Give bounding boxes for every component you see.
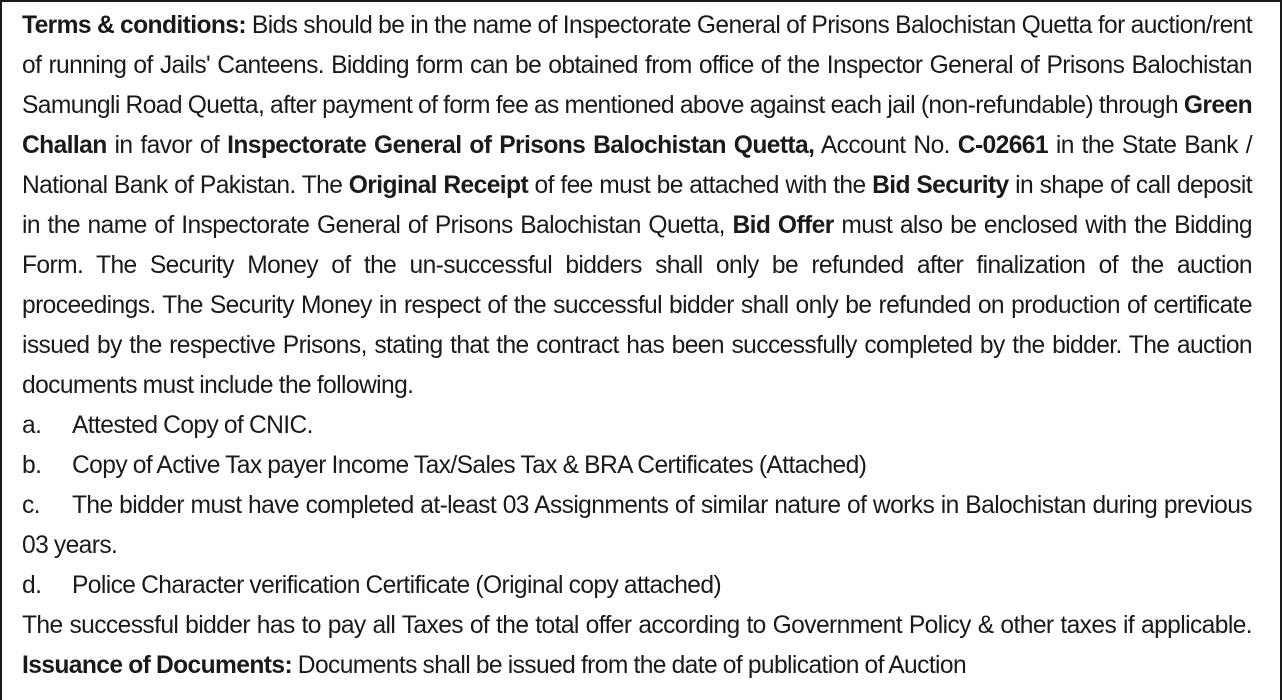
list-item-text: The bidder must have completed at-least 03 Assignments of similar nature of works in Balochistan during previous 03 years.	[22, 492, 1252, 559]
closing-text-1: The successful bidder has to pay all Taxes of the total offer according to Government Policy & other taxes if applicable.	[22, 612, 1252, 639]
list-item	[22, 486, 1252, 566]
terms-text-3: Account No.	[814, 132, 958, 159]
closing-paragraph	[22, 606, 1252, 686]
green-challan-label: Green Challan	[22, 92, 1252, 159]
terms-text-5: of fee must be attached with the	[528, 172, 873, 199]
bid-security-label: Bid Security	[872, 172, 1009, 199]
original-receipt-label: Original Receipt	[348, 172, 529, 199]
terms-text-7: must also be enclosed with the Bidding Form. The Security Money of the un-successful bidders shall only be refunded after finalization of the auction proceedings. The Security Money in respect of the successful bidder shall only be refunded on production of certificate issued by the respective Prisons, stating that the contract has been successfully completed by the bidder. The auction documents must include the following.	[22, 212, 1252, 399]
bid-offer-label: Bid Offer	[732, 212, 834, 239]
list-item-text: Attested Copy of CNIC.	[72, 412, 313, 439]
list-item	[22, 446, 1252, 486]
list-item	[22, 566, 1252, 606]
list-item	[22, 406, 1252, 446]
terms-heading: Terms & conditions:	[22, 12, 246, 39]
terms-text-6: in shape of call deposit in the name of Inspectorate General of Prisons Balochistan Quetta,	[22, 172, 1252, 239]
list-item-text: Copy of Active Tax payer Income Tax/Sales Tax & BRA Certificates (Attached)	[72, 452, 867, 479]
list-marker: b.	[22, 452, 42, 479]
inspectorate-name: Inspectorate General of Prisons Balochistan Quetta,	[227, 132, 815, 159]
terms-text-4: in the State Bank / National Bank of Pakistan. The	[22, 132, 1253, 199]
list-marker: d.	[22, 572, 42, 599]
account-number: C-02661	[957, 132, 1048, 159]
terms-text-2: in favor of	[106, 132, 228, 159]
terms-paragraph	[22, 6, 1252, 406]
list-item-text: Police Character verification Certificate (Original copy attached)	[72, 572, 722, 599]
terms-text-1: Bids should be in the name of Inspectorate General of Prisons Balochistan Quetta for auction/rent of running of Jails' Canteens. Bidding form can be obtained from office of the Inspector General of Prisons Balochistan Samungli Road Quetta, after payment of form fee as mentioned above against each jail (non-refundable) through	[22, 12, 1252, 119]
list-marker: a.	[22, 412, 42, 439]
list-marker: c.	[22, 492, 40, 519]
issuance-heading: Issuance of Documents:	[22, 652, 293, 679]
closing-text-2: Documents shall be issued from the date of publication of Auction	[292, 652, 967, 679]
